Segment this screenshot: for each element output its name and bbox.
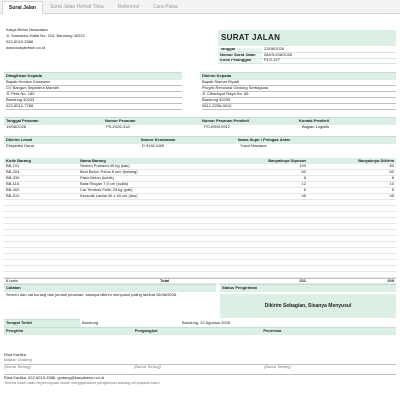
- table-cell: 45: [301, 194, 306, 199]
- footer-disclaimer: Terima kasih atas kepercayaan Anda menggunakan pengiriman barang ini kepada kami.: [4, 380, 161, 385]
- consignee-line: 022-6012-7788: [6, 104, 182, 110]
- table-cell: 100: [299, 164, 306, 169]
- items-header: [4, 158, 396, 164]
- tab-0[interactable]: Surat Jalan: [2, 1, 43, 14]
- shipping-value: D 9182 KAB: [142, 144, 165, 149]
- table-cell: BB-204: [6, 170, 20, 175]
- billing-block: [4, 72, 182, 110]
- company-name: Karya Beton Nusantara: [6, 28, 48, 32]
- items-column-header: Banyaknya Dikirim: [358, 158, 394, 163]
- header-field-value: 22/08/2026: [264, 47, 285, 52]
- notes-block: [4, 284, 216, 299]
- table-cell: Pasir Beton (kubik): [80, 176, 114, 181]
- table-cell: BB-510: [6, 194, 20, 199]
- total-sent: 209: [387, 278, 394, 283]
- header-field-value: 084/SJ/08/2026: [264, 52, 293, 57]
- order-header: Nomor Pesanan: [104, 119, 136, 123]
- table-cell: 6: [391, 188, 394, 193]
- table-cell: Semen Portland 40 kg (sak): [80, 164, 130, 169]
- header-field-row: [218, 59, 396, 65]
- order-value: PS-2026-318: [106, 125, 130, 130]
- header-field-value: PLG-127: [264, 58, 281, 63]
- table-cell: 60: [301, 170, 306, 175]
- sign-header: Pengirim: [6, 329, 24, 333]
- sign-hint: (Nama Terang): [264, 364, 396, 370]
- table-cell: BB-101: [6, 164, 20, 169]
- consignee-line: Bapak Hendra Gunawan: [6, 80, 182, 86]
- order-info: [4, 117, 396, 131]
- items-table: [4, 158, 396, 284]
- shipto-line: Proyek Renovasi Gedung Serbaguna: [202, 86, 396, 92]
- tab-3[interactable]: Cara Pakai: [153, 4, 178, 10]
- sign-hint: (Nama Terang): [134, 364, 264, 370]
- shipping-header: Nomor Kendaraan: [140, 138, 176, 142]
- shipto-line: 0812-2258-9010: [202, 104, 396, 110]
- status-value: Dikirim Sebagian, Sisanya Menyusul: [220, 294, 396, 318]
- sign-date: Bandung, 22 Agustus 2026: [182, 320, 231, 325]
- company-website: www.karyabeton.co.id: [6, 46, 45, 50]
- shipto-heading: Dikirim Kepada: [200, 72, 396, 80]
- table-cell: Keramik Lantai 40 x 40 cm (dus): [80, 194, 138, 199]
- shipping-value: Yusuf Maulana: [240, 144, 267, 149]
- sign-hint: (Nama Terang): [4, 364, 134, 370]
- notes-text: Semen dan cat kurang dari jumlah pesanan, sisanya dikirim menyusul paling lambat 26/08/2026.: [6, 291, 178, 297]
- table-cell: Cat Tembok Putih 25 kg (pail): [80, 188, 133, 193]
- shipto-block: [200, 72, 396, 110]
- shipto-line: Bapak Slamet Riyadi: [202, 80, 396, 86]
- table-cell: Bata Ringan 7,5 cm (kubik): [80, 182, 129, 187]
- table-cell: BB-116: [6, 182, 20, 187]
- order-header: Kontak Pembeli: [298, 119, 329, 123]
- header-field-label: Nomor Surat Jalan: [218, 53, 262, 58]
- sign-header: Penerima: [263, 329, 282, 333]
- consignee-line: Bandung 40233: [6, 98, 182, 104]
- order-value: PO-BSM-0912: [204, 125, 231, 130]
- company-phone: 022-6015-3388: [6, 40, 34, 44]
- table-cell: Besi Beton Polos 8 mm (batang): [80, 170, 138, 175]
- table-cell: 12: [301, 182, 306, 187]
- table-cell: BB-330: [6, 176, 20, 181]
- total-ordered: 231: [299, 278, 306, 283]
- shipping-header: Dikirim Lewat: [6, 138, 33, 142]
- header-field-label: Tanggal: [218, 48, 262, 53]
- footer: [4, 374, 396, 386]
- shipping-info: [4, 136, 396, 150]
- company-block: [6, 28, 196, 52]
- shipping-value: Ekspedisi Darat: [6, 144, 35, 149]
- consignee-line: Jl. Peta No. 185: [6, 92, 182, 98]
- header-fields: [218, 48, 396, 65]
- table-cell: 80: [389, 164, 394, 169]
- consignee-line: CV Bangun Sejahtera Mandiri: [6, 86, 182, 92]
- table-cell: 8: [391, 176, 394, 181]
- row-count: 6 baris: [6, 278, 19, 283]
- sign-header: Pengangkut: [134, 329, 158, 333]
- status-block: [220, 284, 396, 318]
- table-cell: BB-402: [6, 188, 20, 193]
- table-cell: 45: [389, 194, 394, 199]
- document-header: [218, 30, 396, 64]
- items-body: [4, 164, 396, 278]
- order-value: Bagian Logistik: [302, 125, 330, 130]
- footer-contact: Rina Kartika, 022-6015-3388, gudang@karyabeton.co.id: [4, 376, 105, 380]
- billing-heading: Ditagihkan Kepada: [4, 72, 182, 80]
- notes-heading: Catatan: [4, 284, 216, 292]
- header-field-label: Kode Pelanggan: [218, 59, 262, 64]
- table-cell: 6: [303, 188, 306, 193]
- company-address: Jl. Soekarno-Hatta No. 210, Bandung 40222: [6, 34, 85, 38]
- table-cell: 10: [389, 182, 394, 187]
- items-column-header: Kode Barang: [6, 158, 31, 163]
- place-label: Tempat Terbit: [4, 319, 80, 327]
- sender-role: Bagian Gudang: [4, 357, 32, 362]
- items-column-header: Banyaknya Dipesan: [268, 158, 306, 163]
- tab-1[interactable]: Surat Jalan Hemat Tinta: [49, 4, 104, 10]
- order-header: Nomor Pesanan Pembeli: [201, 119, 249, 123]
- table-cell: 8: [303, 176, 306, 181]
- items-column-header: Nama Barang: [80, 158, 106, 163]
- document-sheet: [0, 14, 400, 400]
- tab-2[interactable]: Referensi: [117, 4, 140, 10]
- sender-name: Rina Kartika: [4, 352, 26, 357]
- total-label: Total: [160, 278, 170, 283]
- table-cell: 60: [389, 170, 394, 175]
- shipto-line: Jl. Cibaduyut Raya No. 88: [202, 92, 396, 98]
- signing-block: [4, 320, 396, 370]
- place-value: Bandung: [82, 320, 99, 325]
- sheet-tabs: [0, 0, 400, 14]
- shipto-line: Bandung 40239: [202, 98, 396, 104]
- order-header: Tanggal Pesanan: [6, 119, 39, 123]
- shipping-header: Nama Supir / Petugas Antar: [237, 138, 291, 142]
- order-value: 19/08/2026: [6, 125, 27, 130]
- document-title: SURAT JALAN: [218, 30, 396, 46]
- status-heading: Status Pengiriman: [220, 284, 396, 292]
